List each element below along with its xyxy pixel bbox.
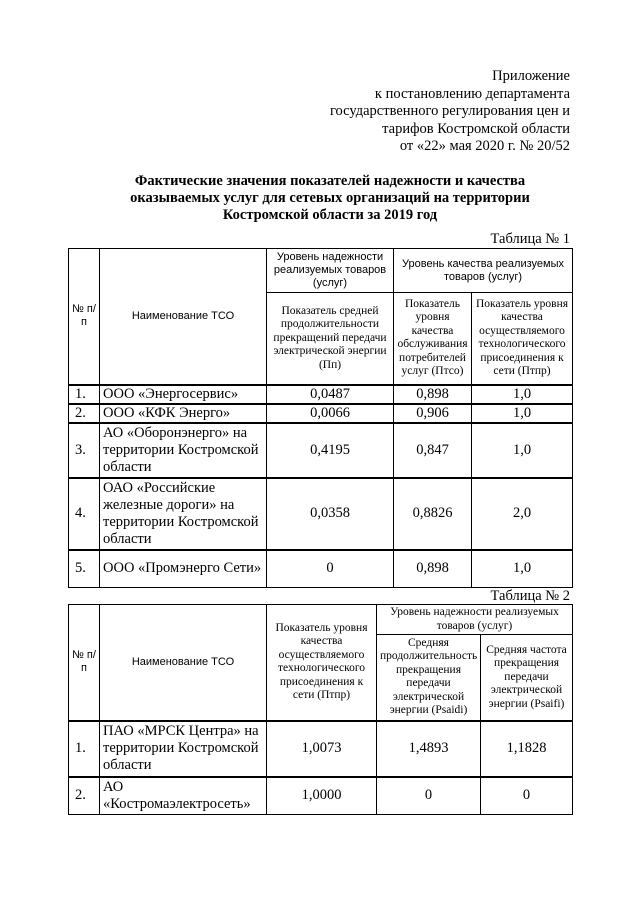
table-1 (68, 248, 573, 588)
row-ptpr: 1,0 (472, 550, 573, 588)
title-line: оказываемых услуг для сетевых организаций на территории (130, 190, 530, 206)
table-row (69, 721, 573, 777)
table-row (69, 404, 573, 423)
table-row (69, 478, 573, 550)
appendix-line: от «22» мая 2020 г. № 20/52 (399, 138, 570, 154)
table2-header-saidi: Средняя продолжительность прекращения передачи электрической энергии (Psaidi) (377, 635, 481, 721)
row-ptpr: 1,0 (472, 423, 573, 478)
table1-caption: Таблица № 1 (490, 231, 570, 247)
row-num: 2. (69, 777, 100, 815)
row-num: 2. (69, 404, 100, 423)
table1-header-num: № п/п (69, 249, 100, 385)
row-ptso: 0,8826 (394, 478, 472, 550)
document-title (90, 173, 570, 224)
table-row (69, 777, 573, 815)
table1-header-pp: Показатель средней продолжительности прекращений передачи электрической энергии (Пп) (267, 293, 394, 385)
row-saidi: 0 (377, 777, 481, 815)
row-ptpr: 1,0000 (267, 777, 377, 815)
table-2 (68, 604, 573, 815)
row-name: АО «Костромаэлектросеть» (100, 777, 267, 815)
appendix-line: государственного регулирования цен и (329, 103, 570, 119)
row-ptpr: 1,0073 (267, 721, 377, 777)
row-pp: 0 (267, 550, 394, 588)
table2-header-saifi: Средняя частота прекращения передачи электрической энергии (Psaifi) (481, 635, 573, 721)
table2-header-reliability: Уровень надежности реализуемых товаров (услуг) (377, 605, 573, 635)
table1-header-quality: Уровень качества реализуемых товаров (услуг) (394, 249, 573, 293)
appendix-line: тарифов Костромской области (382, 120, 570, 137)
title-line: Фактические значения показателей надежности и качества (134, 173, 526, 189)
row-pp: 0,0358 (267, 478, 394, 550)
table2-header-name: Наименование ТСО (100, 605, 267, 721)
row-saifi: 0 (481, 777, 573, 815)
table1-header-ptpr: Показатель уровня качества осуществляемого технологического присоединения к сети (Птпр) (472, 293, 573, 385)
row-ptso: 0,898 (394, 550, 472, 588)
table-row (69, 423, 573, 478)
row-pp: 0,0066 (267, 404, 394, 423)
row-ptpr: 1,0 (472, 404, 573, 423)
row-num: 3. (69, 423, 100, 478)
table1-header-ptso: Показатель уровня качества обслуживания потребителей услуг (Птсо) (394, 293, 472, 385)
table2-header-ptpr: Показатель уровня качества осуществляемого технологического присоединения к сети (Птпр) (267, 605, 377, 721)
row-num: 4. (69, 478, 100, 550)
appendix-line: к постановлению департамента (374, 85, 570, 102)
row-num: 1. (69, 385, 100, 404)
row-name: ООО «КФК Энерго» (100, 404, 267, 423)
row-saidi: 1,4893 (377, 721, 481, 777)
table-row (69, 385, 573, 404)
table1-header-name: Наименование ТСО (100, 249, 267, 385)
row-num: 5. (69, 550, 100, 588)
row-pp: 0,0487 (267, 385, 394, 404)
title-line: Костромской области за 2019 год (222, 207, 438, 223)
row-saifi: 1,1828 (481, 721, 573, 777)
row-ptpr: 2,0 (472, 478, 573, 550)
table2-header-num: № п/п (69, 605, 100, 721)
row-ptpr: 1,0 (472, 385, 573, 404)
row-name: ПАО «МРСК Центра» на территории Костромской области (100, 721, 267, 777)
row-ptso: 0,906 (394, 404, 472, 423)
row-name: ООО «Энергосервис» (100, 385, 267, 404)
row-name: ООО «Промэнерго Сети» (100, 550, 267, 588)
row-ptso: 0,898 (394, 385, 472, 404)
row-pp: 0,4195 (267, 423, 394, 478)
row-num: 1. (69, 721, 100, 777)
row-name: ОАО «Российские железные дороги» на территории Костромской области (100, 478, 267, 550)
table-row (69, 550, 573, 588)
row-name: АО «Оборонэнерго» на территории Костромской области (100, 423, 267, 478)
table2-caption: Таблица № 2 (490, 588, 570, 604)
appendix-line: Приложение (492, 68, 570, 84)
row-ptso: 0,847 (394, 423, 472, 478)
appendix-block (330, 68, 570, 156)
table1-header-reliability: Уровень надежности реализуемых товаров (услуг) (267, 249, 394, 293)
